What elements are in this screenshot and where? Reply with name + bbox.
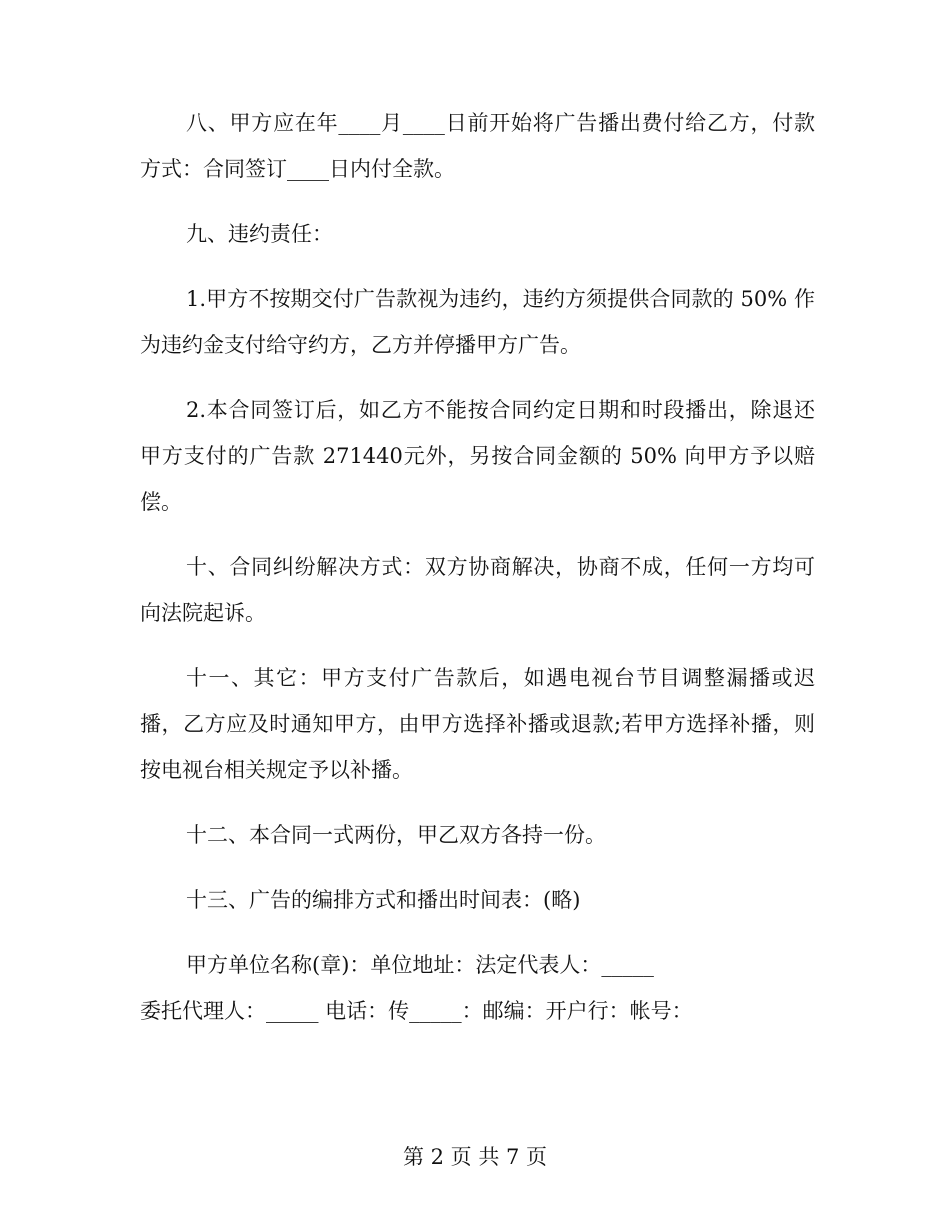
clause-10-dispute: 十、合同纠纷解决方式：双方协商解决，协商不成，任何一方均可向法院起诉。 [140,555,815,625]
clause-13-schedule: 十三、广告的编排方式和播出时间表：(略) [186,888,581,912]
page-number-footer: 第 2 页 共 7 页 [402,1145,548,1169]
clause-12-copies: 十二、本合同一式两份，甲乙双方各持一份。 [186,823,606,847]
clause-9-item-1: 1.甲方不按期交付广告款视为违约，违约方须提供合同款的 50% 作为违约金支付给守约方，乙方并停播甲方广告。 [140,287,815,357]
clause-9-item-2: 2.本合同签订后，如乙方不能按合同约定日期和时段播出，除退还甲方支付的广告款 271440元外，另按合同金额的 50% 向甲方予以赔偿。 [140,398,815,514]
contract-body [140,100,815,1034]
clause-11-other: 十一、其它：甲方支付广告款后，如遇电视台节目调整漏播或迟播，乙方应及时通知甲方，由甲方选择补播或退款;若甲方选择补播，则按电视台相关规定予以补播。 [140,666,815,782]
signature-line-party-a: 甲方单位名称(章)：单位地址：法定代表人：_____ [186,953,654,977]
clause-9-heading: 九、违约责任： [186,222,333,246]
signature-line-agent: 委托代理人：_____ 电话：传_____：邮编：开户行：帐号： [140,999,693,1023]
clause-8-payment: 八、甲方应在年____月____日前开始将广告播出费付给乙方，付款方式：合同签订____日内付全款。 [140,111,815,181]
